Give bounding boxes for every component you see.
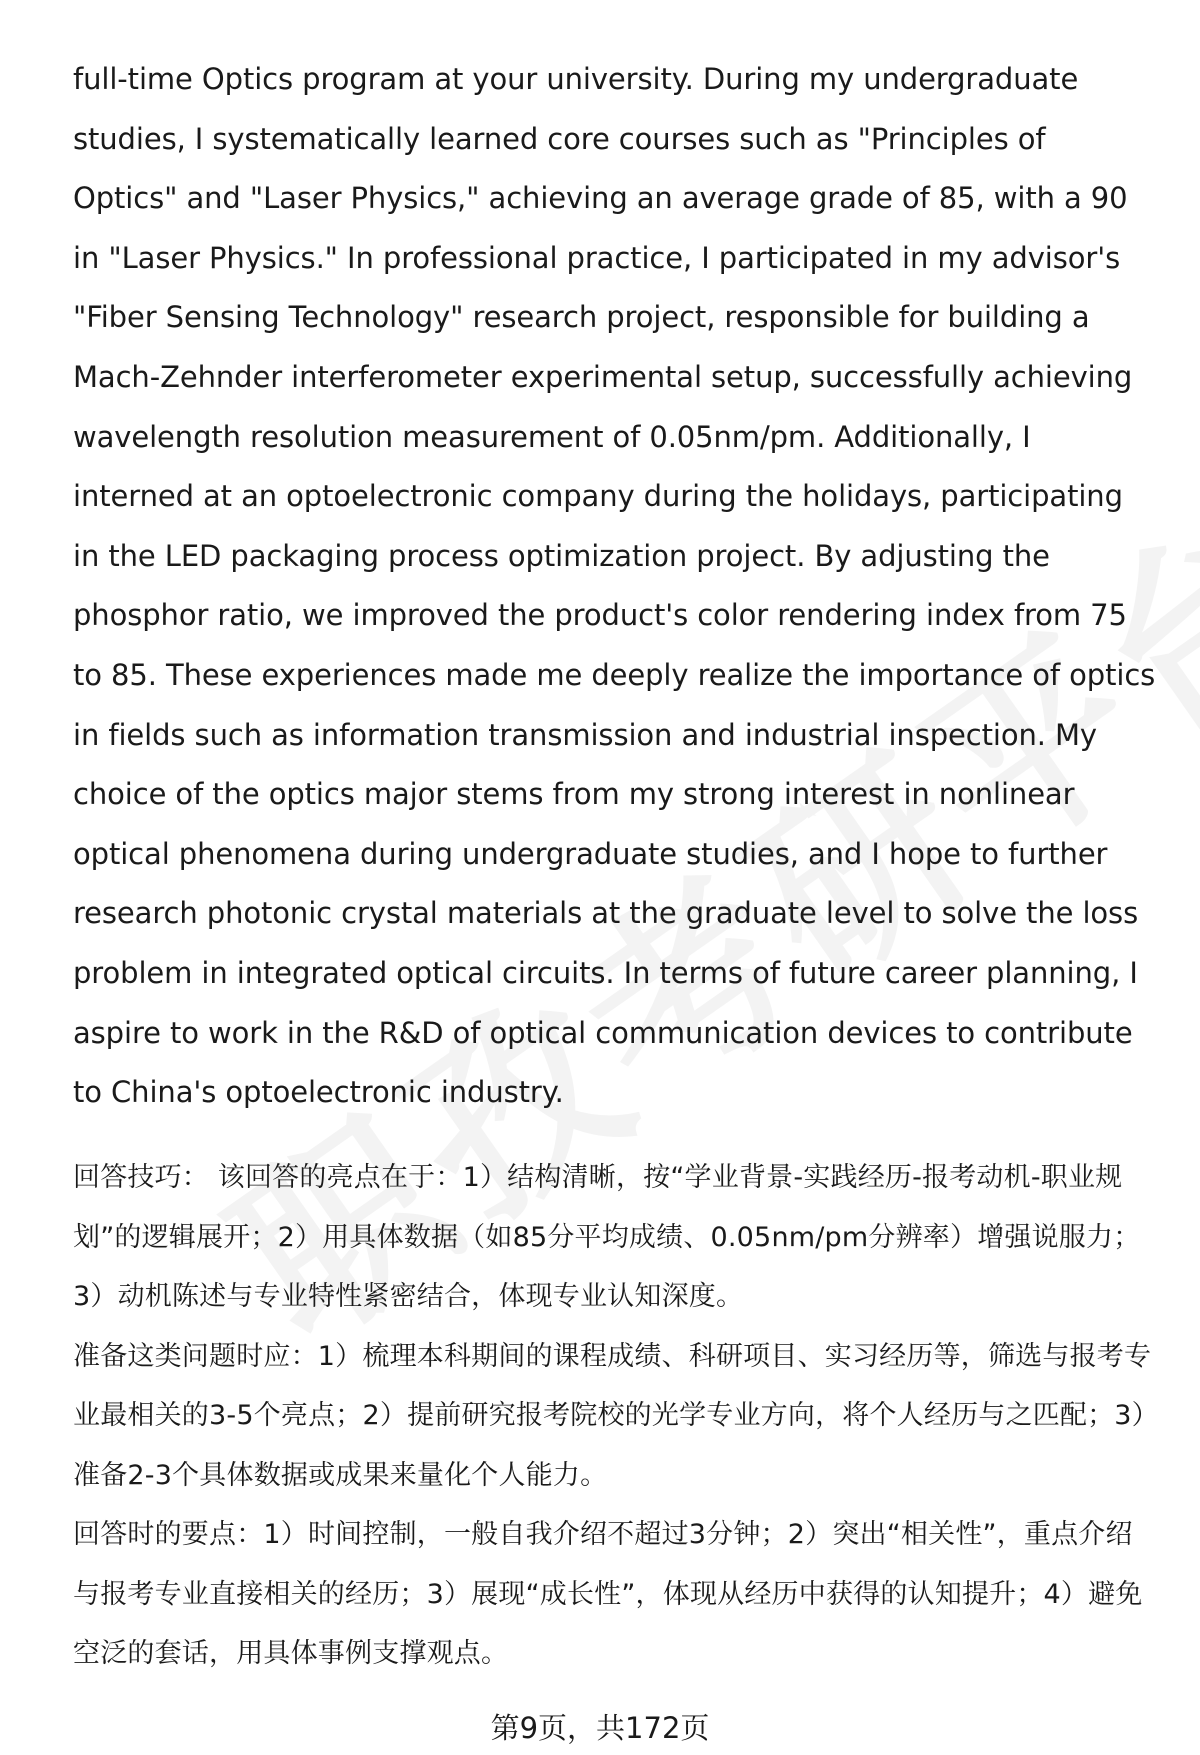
answer-key-points-paragraph: 回答时的要点：1）时间控制，一般自我介绍不超过3分钟；2）突出“相关性”，重点介绍与报考专业直接相关的经历；3）展现“成长性”，体现从经历中获得的认知提升；4）避免空泛的套话，用具体事例支撑观点。 xyxy=(73,1519,1143,1669)
intro-paragraph: full-time Optics program at your university. During my undergraduate studies, I systematically learned core courses such as "Principles of Optics" and "Laser Physics," achieving an average grade of 85, with a 90 in "Laser Physics." In professional practice, I participated in my advisor's "Fiber Sensing Technology" research project, responsible for building a Mach-Zehnder interferometer experimental setup, successfully achieving wavelength resolution measurement of 0.05nm/pm. Additionally, I interned at an optoelectronic company during the holidays, participating in the LED packaging process optimization project. By adjusting the phosphor ratio, we improved the product's color rendering index from 75 to 85. These experiences made me deeply realize the importance of optics in fields such as information transmission and industrial inspection. My choice of the optics major stems from my strong interest in nonlinear optical phenomena during undergraduate studies, and I hope to further research photonic crystal materials at the graduate level to solve the loss problem in integrated optical circuits. In terms of future career planning, I aspire to work in the R&D of optical communication devices to contribute to China's optoelectronic industry. xyxy=(73,62,1156,1110)
preparation-paragraph: 准备这类问题时应：1）梳理本科期间的课程成绩、科研项目、实习经历等，筛选与报考专业最相关的3-5个亮点；2）提前研究报考院校的光学专业方向，将个人经历与之匹配；3）准备2-3个具体数据或成果来量化个人能力。 xyxy=(73,1340,1152,1491)
answer-technique-paragraph: 回答技巧： 该回答的亮点在于：1）结构清晰，按“学业背景-实践经历-报考动机-职业规划”的逻辑展开；2）用具体数据（如85分平均成绩、0.05nm/pm分辨率）增强说服力；3）动机陈述与专业特性紧密结合，体现专业认知深度。 xyxy=(73,1162,1141,1312)
page-number-footer: 第9页，共172页 xyxy=(490,1711,710,1745)
tips-section xyxy=(73,1148,1158,1684)
